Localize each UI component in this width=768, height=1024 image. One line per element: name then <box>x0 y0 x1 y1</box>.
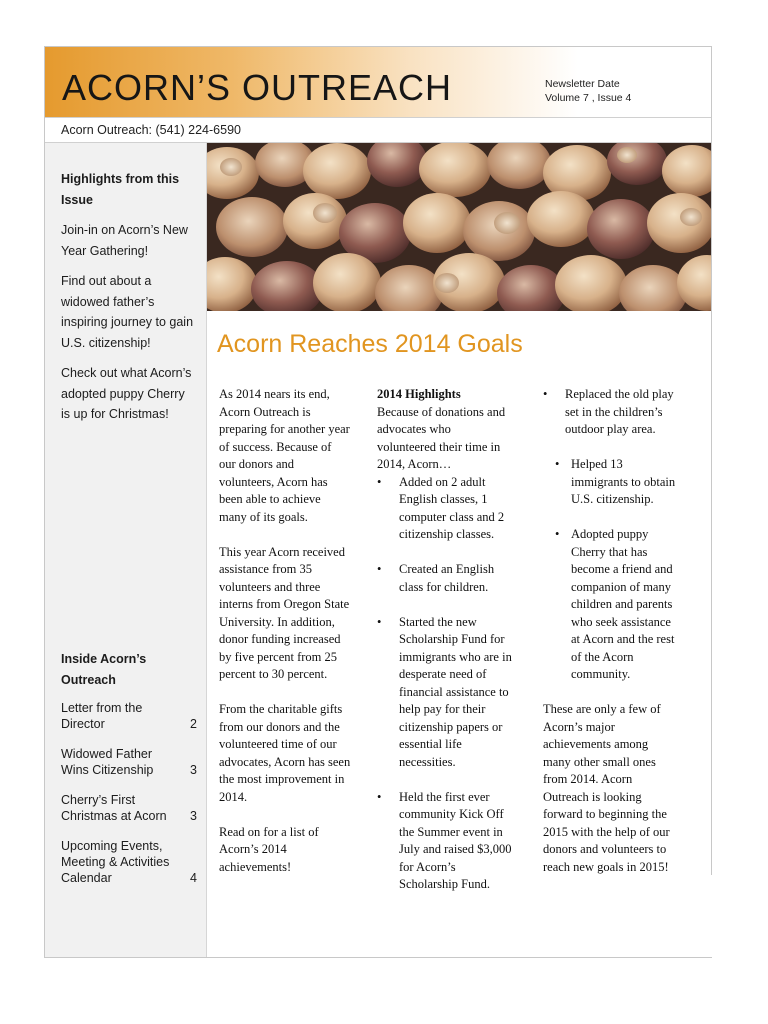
bullet-item: • Adopted puppy Cherry that has become a friend and companion of many children and parents who seek assistance at Acorn and the rest of the Acorn community. <box>543 526 679 684</box>
newsletter-date: Newsletter Date <box>545 78 620 90</box>
paragraph: From the charitable gifts from our donors and the volunteered time of our advocates, Acorn has seen the most improvement in 2014. <box>219 702 351 804</box>
toc-item[interactable] <box>61 838 197 886</box>
paragraph: Read on for a list of Acorn’s 2014 achievements! <box>219 824 319 874</box>
table-of-contents <box>61 649 197 900</box>
bullet-item: • Helped 13 immigrants to obtain U.S. citizenship. <box>543 456 679 509</box>
paragraph: This year Acorn received assistance from 35 volunteers and three interns from Oregon State University. In addition, donor funding increased by five percent from 25 percent to 30 percent. <box>219 544 350 681</box>
article-column-3 <box>543 386 679 876</box>
newsletter-page <box>44 46 712 958</box>
bullet-item: • Added on 2 adult English classes, 1 computer class and 2 citizenship classes. <box>377 474 513 544</box>
highlight-item: Find out about a widowed father’s inspiring journey to gain U.S. citizenship! <box>61 274 194 350</box>
article-headline: Acorn Reaches 2014 Goals <box>217 330 523 358</box>
highlights-title: 2014 Highlights <box>377 387 461 401</box>
toc-label: Cherry’s First Christmas at Acorn <box>61 793 167 823</box>
bullet-item: • Held the first ever community Kick Off the Summer event in July and raised $3,000 for Acorn’s Scholarship Fund. <box>377 789 513 894</box>
bullet-item: • Started the new Scholarship Fund for immigrants who are in desperate need of financial assistance to help pay for their citizenship papers or essential life necessities. <box>377 614 513 772</box>
bullet-item: • Created an English class for children. <box>377 561 513 596</box>
toc-label: Letter from the Director <box>61 701 143 731</box>
bullet-item: • Replaced the old play set in the children’s outdoor play area. <box>543 386 679 439</box>
issue-info <box>545 77 631 105</box>
inside-heading: Inside Acorn’s Outreach <box>61 652 147 687</box>
newsletter-title: ACORN’S OUTREACH <box>62 67 453 108</box>
contact-phone: Acorn Outreach: (541) 224-6590 <box>45 117 711 143</box>
highlights-heading: Highlights from this Issue <box>61 172 180 207</box>
sidebar <box>45 143 207 957</box>
article-column-1 <box>219 386 351 894</box>
highlights-intro: Because of donations and advocates who volunteered their time in 2014, Acorn… <box>377 404 506 471</box>
toc-page: 3 <box>190 763 197 777</box>
toc-item[interactable] <box>61 746 197 778</box>
toc-page: 4 <box>190 871 197 885</box>
toc-item[interactable] <box>61 792 197 824</box>
acorns-photo <box>207 143 711 311</box>
toc-label: Upcoming Events, Meeting & Activities Calendar <box>61 839 170 885</box>
toc-label: Widowed Father Wins Citizenship <box>61 747 154 777</box>
highlight-item: Join-in on Acorn’s New Year Gathering! <box>61 223 188 258</box>
toc-item[interactable] <box>61 700 197 732</box>
volume-issue: Volume 7 , Issue 4 <box>545 92 632 104</box>
article-column-2 <box>377 386 513 911</box>
masthead <box>45 47 711 117</box>
highlight-item: Check out what Acorn’s adopted puppy Cherry is up for Christmas! <box>61 366 192 421</box>
acorns-illustration <box>207 143 711 311</box>
paragraph: As 2014 nears its end, Acorn Outreach is preparing for another year of success. Because of our donors and volunteers, Acorn has been able to achieve many of its goals. <box>219 387 350 524</box>
toc-page: 3 <box>190 809 197 823</box>
closing-paragraph: These are only a few of Acorn’s major achievements among many other small ones from 2014. Acorn Outreach is looking forward to beginning the 2015 with the help of our donors and volunteers to reach new goals in 2015! <box>543 702 670 874</box>
toc-page: 2 <box>190 717 197 731</box>
page-edge-gap <box>711 875 715 957</box>
